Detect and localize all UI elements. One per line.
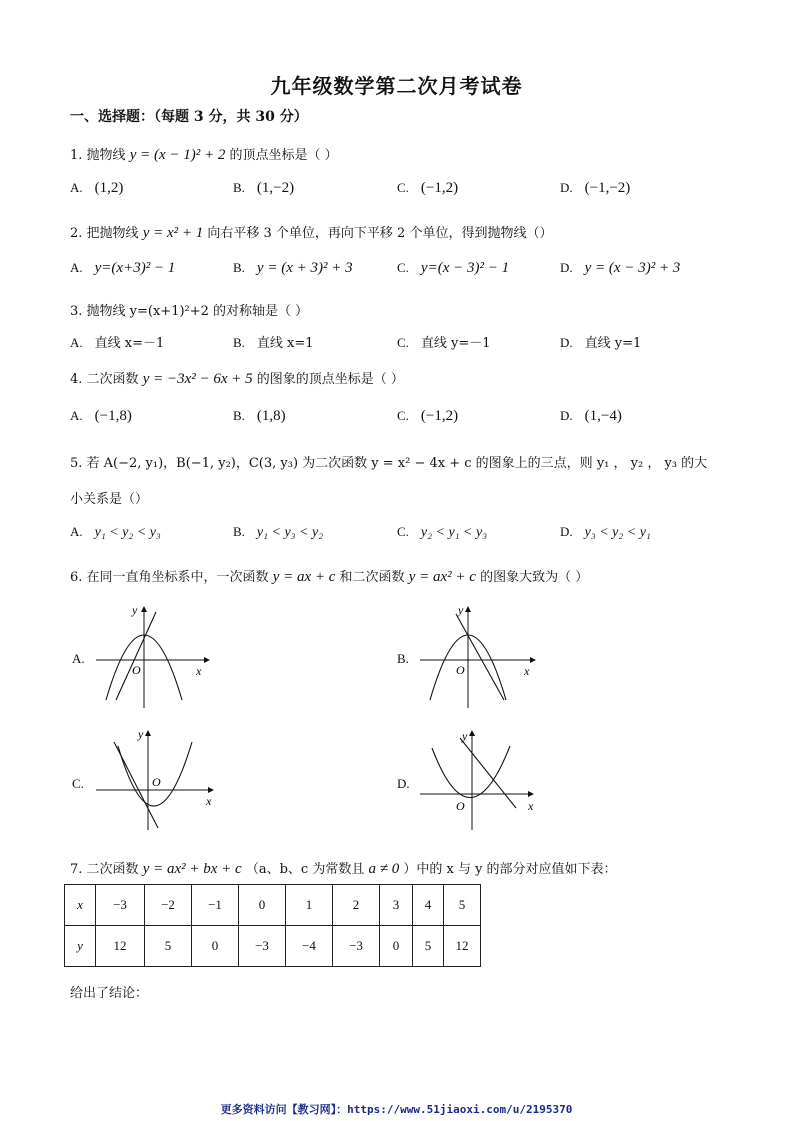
q7-expr: y = ax² + bx + c (142, 861, 242, 877)
x-axis-label: x (196, 664, 202, 678)
option-label: C. (397, 260, 409, 275)
option-value: 直线 y=－1 (420, 336, 491, 351)
y-axis-label: y (138, 728, 144, 741)
table-cell: 12 (444, 926, 481, 967)
q7-post: ）中的 x 与 y 的部分对应值如下表： (403, 862, 617, 877)
option-label: A. (70, 408, 83, 423)
value-table (64, 884, 481, 967)
y-axis-label: y (132, 603, 138, 617)
q7-cond: a ≠ 0 (368, 861, 400, 877)
y-axis-arrow (141, 606, 147, 612)
option-value: y=(x − 3)² − 1 (420, 260, 510, 276)
q4-option-b[interactable] (233, 408, 286, 425)
option-label: A. (70, 524, 83, 539)
q1-expr: y = (x − 1)² + 2 (129, 147, 226, 163)
q4-pre: 4. 二次函数 (70, 372, 139, 387)
option-value: y = (x + 3)² + 3 (256, 260, 353, 276)
q3-option-a[interactable] (70, 332, 164, 351)
q5-option-d[interactable] (560, 524, 651, 541)
q6-graph-b[interactable] (420, 600, 545, 710)
q2-option-a[interactable] (70, 260, 175, 277)
option-label: D. (560, 260, 573, 275)
table-header-x: x (65, 885, 96, 926)
x-axis-label: x (528, 799, 534, 813)
origin-label: O (152, 775, 161, 789)
table-cell: −3 (96, 885, 145, 926)
option-label: A. (70, 260, 83, 275)
y-axis-label: y (458, 603, 464, 617)
q6-mid: 和二次函数 (339, 570, 405, 585)
option-label: C. (397, 408, 409, 423)
q5-option-b[interactable] (233, 524, 323, 541)
table-cell: 5 (145, 926, 192, 967)
table-cell: −4 (286, 926, 333, 967)
table-row-y (65, 926, 481, 967)
q6-graph-a[interactable] (96, 600, 216, 710)
option-label: B. (233, 408, 245, 423)
q7-pre: 7. 二次函数 (70, 862, 139, 877)
q3-option-d[interactable] (560, 332, 641, 351)
option-value: y=(x+3)² − 1 (94, 260, 176, 276)
option-label: B. (233, 335, 245, 350)
option-value: (−1,2) (420, 408, 459, 424)
option-value: y = (x − 3)² + 3 (584, 260, 681, 276)
option-label: C. (397, 524, 409, 539)
q4-option-c[interactable] (397, 408, 458, 425)
q6-expr2: y = ax² + c (408, 569, 476, 585)
question-2 (70, 222, 552, 242)
line (456, 614, 504, 700)
origin-label: O (456, 799, 465, 813)
q6-graph-c[interactable] (96, 728, 221, 833)
option-value: y₁ < y₂ < y₃ (94, 525, 161, 540)
x-axis-arrow (208, 787, 214, 793)
question-1 (70, 144, 338, 164)
y-axis-arrow (465, 606, 471, 612)
option-value: (1,2) (94, 180, 124, 196)
q7-mid: （a、b、c 为常数且 (245, 862, 365, 877)
option-label: D. (560, 335, 573, 350)
option-label: B. (233, 180, 245, 195)
option-label: D. (560, 180, 573, 195)
table-cell: −3 (333, 926, 380, 967)
y-axis-arrow (469, 730, 475, 736)
table-cell: 5 (413, 926, 444, 967)
q6-pre: 6. 在同一直角坐标系中，一次函数 (70, 570, 269, 585)
q1-option-b[interactable] (233, 180, 294, 197)
option-label: C. (397, 180, 409, 195)
x-axis-arrow (204, 657, 210, 663)
q2-option-d[interactable] (560, 260, 680, 277)
q2-pre: 2. 把抛物线 (70, 226, 139, 241)
q2-expr: y = x² + 1 (142, 225, 204, 241)
option-value: y₁ < y₃ < y₂ (256, 525, 324, 540)
q2-option-c[interactable] (397, 260, 509, 277)
q4-expr: y = −3x² − 6x + 5 (142, 371, 253, 387)
option-value: (1,−2) (256, 180, 295, 196)
option-label: A. (70, 335, 83, 350)
q5-option-a[interactable] (70, 524, 161, 541)
question-5-line2: 小关系是（） (70, 492, 149, 507)
option-value: (−1,8) (94, 408, 132, 424)
option-value: (1,−4) (584, 408, 622, 424)
q6-graph-d[interactable] (420, 728, 545, 833)
origin-label: O (132, 663, 141, 677)
table-cell: 2 (333, 885, 380, 926)
table-row-x (65, 885, 481, 926)
option-label: A. (70, 180, 83, 195)
origin-label: O (456, 663, 465, 677)
q4-option-d[interactable] (560, 408, 622, 425)
option-label: B. (233, 524, 245, 539)
page-title: 九年级数学第二次月考试卷 (270, 74, 523, 98)
section-heading: 一、选择题：（每题 3 分，共 30 分） (70, 109, 308, 125)
table-cell: −3 (239, 926, 286, 967)
x-axis-label: x (206, 794, 212, 808)
q1-post: 的顶点坐标是（ ） (229, 148, 338, 163)
q2-post: 向右平移 3 个单位，再向下平移 2 个单位，得到抛物线（） (207, 226, 553, 241)
question-6 (70, 566, 588, 586)
option-value: 直线 x=－1 (94, 336, 165, 351)
q5-option-c[interactable] (397, 524, 487, 541)
q1-option-c[interactable] (397, 180, 458, 197)
question-3: 3. 抛物线 y=(x+1)²+2 的对称轴是（ ） (70, 304, 309, 319)
q3-option-c[interactable] (397, 332, 491, 351)
option-value: (1,8) (256, 408, 286, 424)
table-cell: 0 (380, 926, 413, 967)
q6-expr1: y = ax + c (272, 569, 336, 585)
option-value: (−1,2) (420, 180, 459, 196)
table-cell: 0 (192, 926, 239, 967)
q6-graph-d-label[interactable]: D. (397, 776, 410, 791)
q1-option-a[interactable] (70, 180, 123, 197)
footer-link[interactable]: 更多资料访问【教习网】：https://www.51jiaoxi.com/u/2195370 (220, 1103, 573, 1116)
option-label: C. (397, 335, 409, 350)
q3-option-b[interactable] (233, 332, 314, 351)
parabola (432, 746, 510, 798)
q6-graph-b-label[interactable]: B. (397, 651, 409, 666)
option-label: D. (560, 408, 573, 423)
table-cell: 12 (96, 926, 145, 967)
q6-graph-c-label[interactable]: C. (72, 776, 84, 791)
q2-option-b[interactable] (233, 260, 353, 277)
question-7 (70, 858, 617, 878)
option-value: 直线 x=1 (256, 336, 314, 351)
q4-option-a[interactable] (70, 408, 132, 425)
q7-conclusion-intro: 给出了结论： (70, 986, 149, 1001)
table-cell: 0 (239, 885, 286, 926)
table-cell: 1 (286, 885, 333, 926)
x-axis-label: x (524, 664, 530, 678)
table-cell: 3 (380, 885, 413, 926)
option-label: B. (233, 260, 245, 275)
y-axis-label: y (462, 729, 468, 743)
q6-post: 的图象大致为（ ） (480, 570, 589, 585)
table-header-y: y (65, 926, 96, 967)
question-4 (70, 368, 404, 388)
table-cell: −1 (192, 885, 239, 926)
option-value: y₃ < y₂ < y₁ (584, 525, 651, 540)
table-cell: −2 (145, 885, 192, 926)
option-value: (−1,−2) (584, 180, 631, 196)
question-5-line1: 5. 若 A(−2, y₁)，B(−1, y₂)，C(3, y₃) 为二次函数 y = x² − 4x + c 的图象上的三点，则 y₁ ， y₂ ， y₃ 的大 (70, 456, 708, 471)
y-axis-arrow (145, 730, 151, 736)
q4-post: 的图象的顶点坐标是（ ） (256, 372, 404, 387)
table-cell: 4 (413, 885, 444, 926)
parabola (118, 742, 192, 806)
table-cell: 5 (444, 885, 481, 926)
x-axis-arrow (528, 791, 534, 797)
q1-pre: 1. 抛物线 (70, 148, 126, 163)
q6-graph-a-label[interactable]: A. (72, 651, 85, 666)
option-value: y₂ < y₁ < y₃ (420, 525, 488, 540)
x-axis-arrow (530, 657, 536, 663)
q1-option-d[interactable] (560, 180, 630, 197)
option-label: D. (560, 524, 573, 539)
option-value: 直线 y=1 (584, 336, 642, 351)
